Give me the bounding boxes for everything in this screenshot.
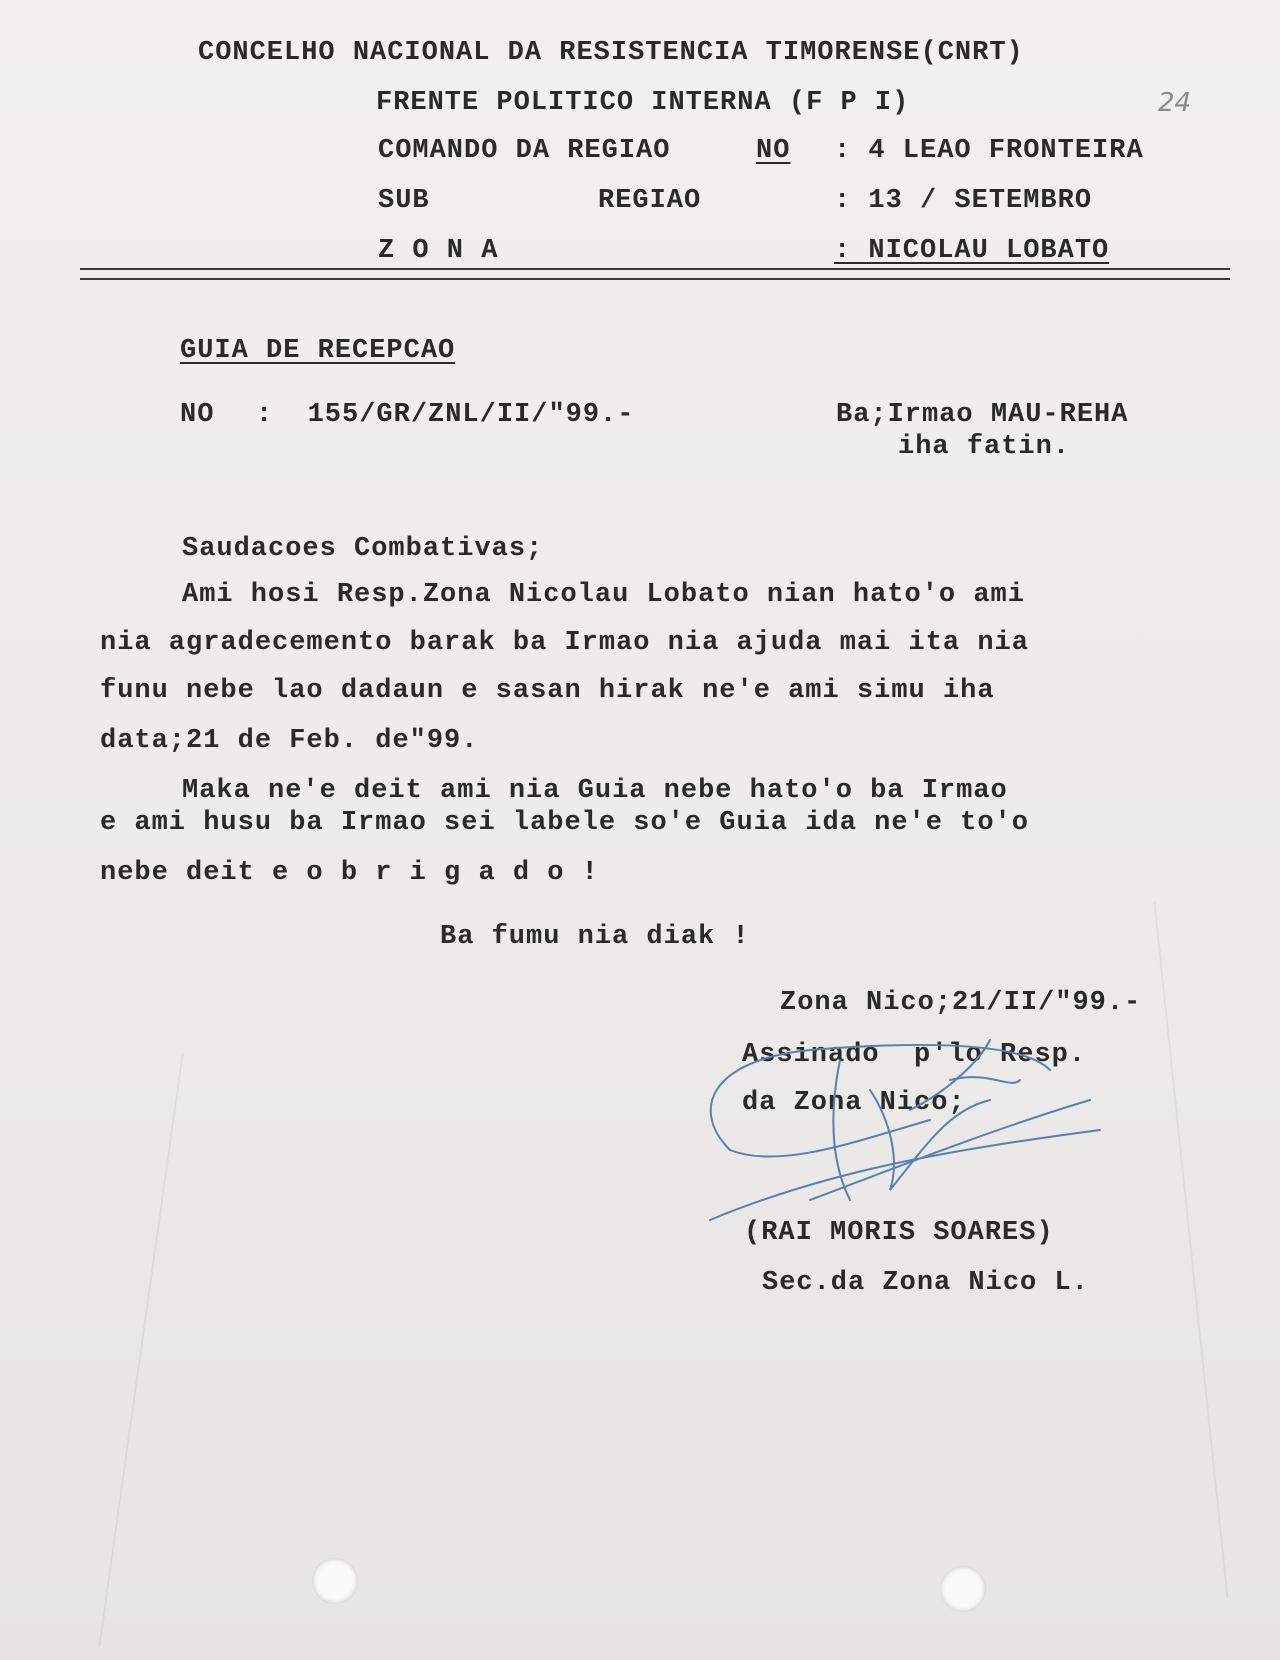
body-line: data;21 de Feb. de"99. xyxy=(100,726,479,756)
header-region-no: NO xyxy=(756,136,791,166)
header-subregion-value: : 13 / SETEMBRO xyxy=(834,186,1093,216)
header-zone-value: : NICOLAU LOBATO xyxy=(834,236,1110,266)
header-line-2: FRENTE POLITICO INTERNA (F P I) xyxy=(376,88,910,118)
signed-line-1: Assinado p'lo Resp. xyxy=(742,1040,1087,1070)
closing-line: Ba fumu nia diak ! xyxy=(440,922,750,952)
header-line-1: CONCELHO NACIONAL DA RESISTENCIA TIMORENSE(CNRT) xyxy=(198,38,1024,68)
recipient-line-2: iha fatin. xyxy=(898,432,1071,462)
greeting: Saudacoes Combativas; xyxy=(182,534,544,564)
document-number-label: NO xyxy=(180,400,215,430)
place-date: Zona Nico;21/II/"99.- xyxy=(780,988,1142,1018)
body-line: Ami hosi Resp.Zona Nicolau Lobato nian hato'o ami xyxy=(182,580,1025,610)
signed-line-2: da Zona Nico; xyxy=(742,1088,966,1118)
signer-title: Sec.da Zona Nico L. xyxy=(762,1268,1089,1298)
punch-hole xyxy=(940,1566,986,1612)
document-title: GUIA DE RECEPCAO xyxy=(180,336,456,366)
handwritten-page-number: 24 xyxy=(1158,88,1192,118)
header-region-value: : 4 LEAO FRONTEIRA xyxy=(834,136,1144,166)
handwritten-signature xyxy=(690,1020,1110,1250)
body-line: nebe deit e o b r i g a d o ! xyxy=(100,858,599,888)
body-line: funu nebe lao dadaun e sasan hirak ne'e ami simu iha xyxy=(100,676,995,706)
header-region-label: COMANDO DA REGIAO xyxy=(378,136,671,166)
header-subregion-label-a: SUB xyxy=(378,186,430,216)
body-line: Maka ne'e deit ami nia Guia nebe hato'o ba Irmao xyxy=(182,776,1008,806)
header-subregion-label-b: REGIAO xyxy=(598,186,702,216)
body-line: e ami husu ba Irmao sei labele so'e Guia ida ne'e to'o xyxy=(100,808,1029,838)
punch-hole xyxy=(312,1558,358,1604)
paper-crease xyxy=(1153,902,1228,1598)
paper-crease xyxy=(98,1053,183,1647)
header-double-rule xyxy=(80,268,1230,280)
header-zone-label: Z O N A xyxy=(378,236,499,266)
recipient-line-1: Ba;Irmao MAU-REHA xyxy=(836,400,1129,430)
signer-name: (RAI MORIS SOARES) xyxy=(744,1218,1054,1248)
body-line: nia agradecemento barak ba Irmao nia ajuda mai ita nia xyxy=(100,628,1029,658)
document-number-value: : 155/GR/ZNL/II/"99.- xyxy=(256,400,635,430)
